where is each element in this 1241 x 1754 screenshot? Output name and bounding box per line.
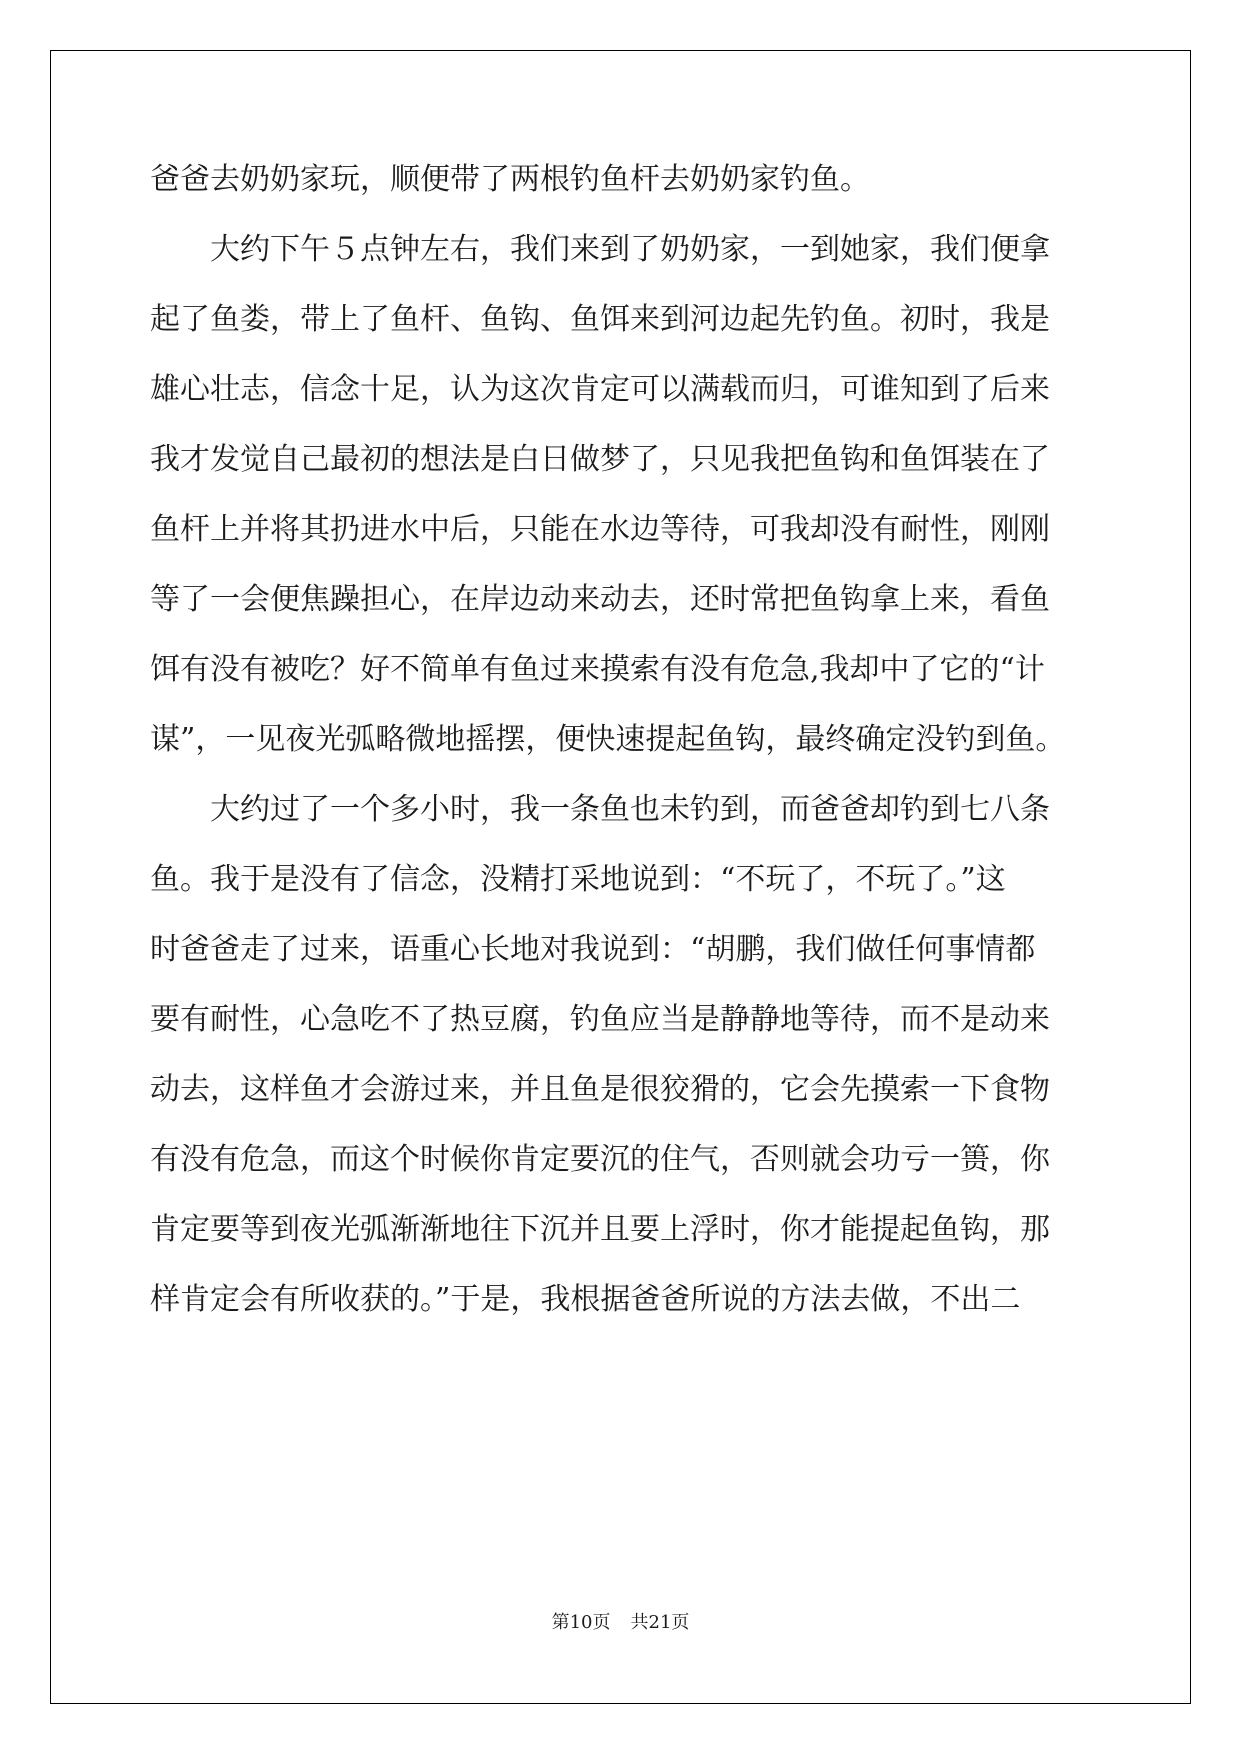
- text-line: 鱼。我于是没有了信念，没精打采地说到：“不玩了，不玩了。”这: [150, 862, 1006, 897]
- text-line: 起了鱼娄，带上了鱼杆、鱼钩、鱼饵来到河边起先钓鱼。初时，我是: [150, 302, 1050, 337]
- text-line: 肯定要等到夜光弧渐渐地往下沉并且要上浮时，你才能提起鱼钩，那: [150, 1212, 1050, 1247]
- text-line: 要有耐性，心急吃不了热豆腐，钓鱼应当是静静地等待，而不是动来: [150, 1002, 1050, 1037]
- text-line: 时爸爸走了过来，语重心长地对我说到：“胡鹏，我们做任何事情都: [150, 932, 1036, 967]
- text-line: 等了一会便焦躁担心，在岸边动来动去，还时常把鱼钩拿上来，看鱼: [150, 582, 1050, 617]
- text-line: 鱼杆上并将其扔进水中后，只能在水边等待，可我却没有耐性，刚刚: [150, 512, 1050, 547]
- page-footer: [0, 1608, 1241, 1634]
- text-line: 样肯定会有所收获的。”于是，我根据爸爸所说的方法去做，不出二: [150, 1282, 1021, 1317]
- text-line: 饵有没有被吃？好不简单有鱼过来摸索有没有危急,我却中了它的“计: [150, 652, 1045, 687]
- page-total: 共21页: [630, 1612, 690, 1633]
- text-line: 我才发觉自己最初的想法是白日做梦了，只见我把鱼钩和鱼饵装在了: [150, 442, 1050, 477]
- text-line: 有没有危急，而这个时候你肯定要沉的住气，否则就会功亏一篑，你: [150, 1142, 1050, 1177]
- text-line: 大约下午５点钟左右，我们来到了奶奶家，一到她家，我们便拿: [150, 232, 1050, 267]
- text-line: 动去，这样鱼才会游过来，并且鱼是很狡猾的，它会先摸索一下食物: [150, 1072, 1050, 1107]
- text-line: 大约过了一个多小时，我一条鱼也未钓到，而爸爸却钓到七八条: [150, 792, 1050, 827]
- text-line: 雄心壮志，信念十足，认为这次肯定可以满载而归，可谁知到了后来: [150, 372, 1050, 407]
- page-number: 第10页: [551, 1612, 611, 1633]
- text-line: 谋”，一见夜光弧略微地摇摆，便快速提起鱼钩，最终确定没钓到鱼。: [150, 722, 1066, 757]
- text-line: 爸爸去奶奶家玩，顺便带了两根钓鱼杆去奶奶家钓鱼。: [150, 162, 870, 197]
